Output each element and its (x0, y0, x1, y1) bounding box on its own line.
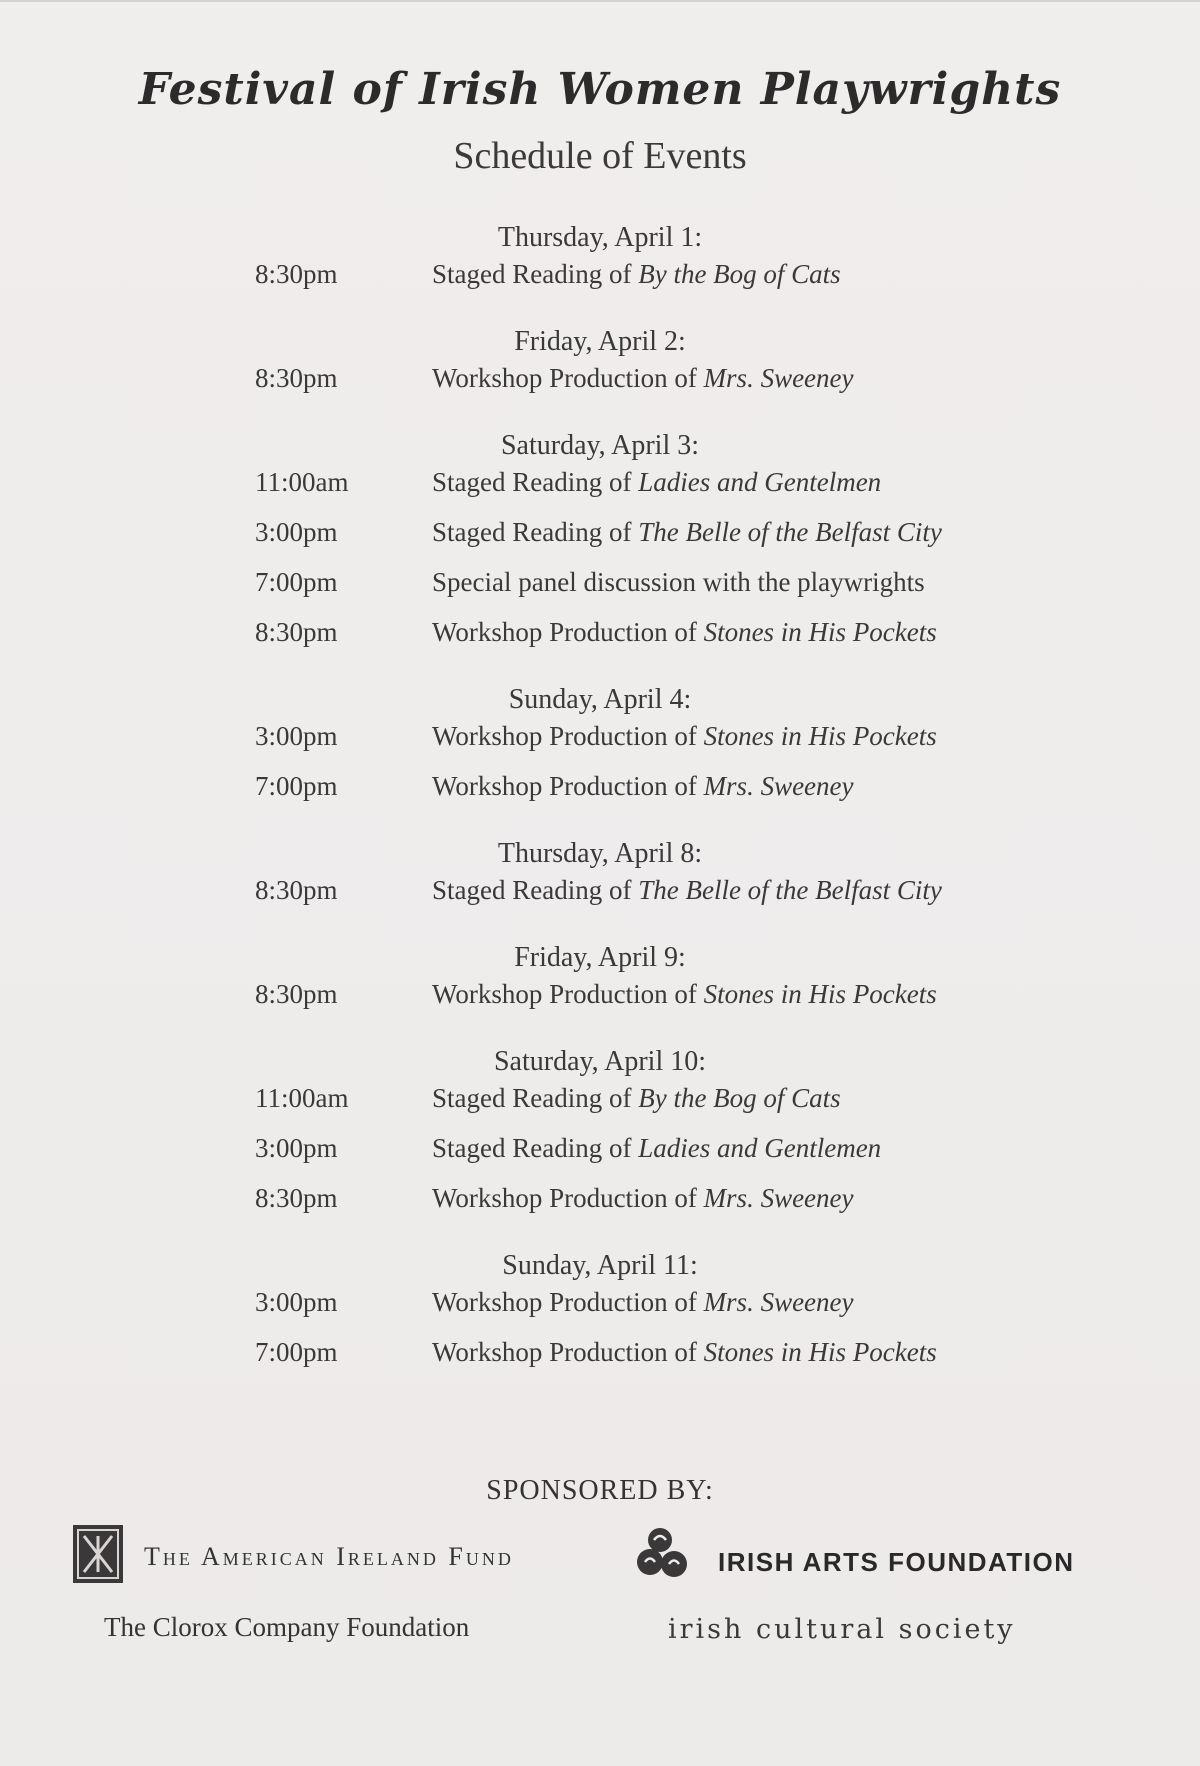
play-title: Mrs. Sweeney (703, 1287, 854, 1317)
play-title: Stones in His Pockets (703, 617, 937, 647)
event-row (0, 1180, 1200, 1230)
day-heading-label: Thursday, April 1: (497, 222, 703, 253)
event-row (0, 768, 1200, 818)
schedule-day (0, 1248, 1200, 1384)
play-title: Stones in His Pockets (703, 721, 937, 751)
event-type: Workshop Production of (432, 617, 704, 647)
event-row (0, 514, 1200, 564)
event-type: Workshop Production of (432, 771, 704, 801)
event-description (432, 1180, 1052, 1216)
clorox-foundation-name: The Clorox Company Foundation (104, 1612, 470, 1642)
day-heading (0, 940, 1200, 976)
event-time: 11:00am (255, 467, 349, 497)
event-type: Special panel discussion with the playwrights (432, 567, 925, 597)
play-title: Ladies and Gentelmen (638, 467, 882, 497)
event-row (0, 1284, 1200, 1334)
day-heading-label: Saturday, April 3: (500, 430, 700, 461)
event-type: Staged Reading of (432, 517, 639, 547)
event-time: 8:30pm (255, 617, 338, 647)
event-row (0, 464, 1200, 514)
event-time: 3:00pm (255, 1133, 338, 1163)
day-heading-label: Friday, April 9: (514, 942, 686, 973)
event-time: 8:30pm (255, 1183, 338, 1213)
day-heading (0, 324, 1200, 360)
play-title: Ladies and Gentlemen (638, 1133, 882, 1163)
play-title: Mrs. Sweeney (703, 771, 854, 801)
play-title: The Belle of the Belfast City (638, 517, 942, 547)
event-time: 7:00pm (255, 771, 338, 801)
event-time: 11:00am (255, 1083, 349, 1113)
event-type: Workshop Production of (432, 1287, 704, 1317)
day-heading-label: Thursday, April 8: (497, 838, 703, 869)
day-heading-label: Sunday, April 4: (508, 684, 692, 715)
event-row (0, 1334, 1200, 1384)
day-heading-label: Saturday, April 10: (493, 1046, 707, 1077)
event-description (432, 1080, 1052, 1116)
event-row (0, 718, 1200, 768)
irish-arts-foundation-logo-icon (636, 1524, 690, 1582)
event-row (0, 256, 1200, 306)
event-description (432, 1130, 1052, 1166)
irish-cultural-society-name: irish cultural society (668, 1614, 1016, 1645)
event-description (432, 1284, 1052, 1320)
event-description (432, 718, 1052, 754)
event-description (432, 872, 1052, 908)
schedule-day (0, 940, 1200, 1026)
event-type: Staged Reading of (432, 467, 639, 497)
schedule-day (0, 324, 1200, 410)
event-time: 7:00pm (255, 1337, 338, 1367)
event-description (432, 768, 1052, 804)
play-title: By the Bog of Cats (638, 1083, 841, 1113)
schedule-subtitle: Schedule of Events (453, 135, 747, 177)
event-description (432, 1334, 1052, 1370)
event-description (432, 614, 1052, 650)
schedule-day (0, 682, 1200, 818)
day-heading-label: Sunday, April 11: (502, 1250, 698, 1281)
play-title: Stones in His Pockets (703, 1337, 937, 1367)
play-title: The Belle of the Belfast City (638, 875, 942, 905)
schedule-day (0, 220, 1200, 306)
day-heading (0, 428, 1200, 464)
play-title: Mrs. Sweeney (703, 363, 854, 393)
event-time: 8:30pm (255, 875, 338, 905)
day-heading (0, 1248, 1200, 1284)
event-time: 3:00pm (255, 517, 338, 547)
day-heading (0, 836, 1200, 872)
day-heading-label: Friday, April 2: (514, 326, 686, 357)
irish-arts-foundation-name: IRISH ARTS FOUNDATION (718, 1547, 1075, 1577)
play-title: By the Bog of Cats (638, 259, 841, 289)
event-type: Workshop Production of (432, 1183, 704, 1213)
schedule-day (0, 836, 1200, 922)
festival-title: Festival of Irish Women Playwrights (138, 64, 1062, 115)
play-title: Stones in His Pockets (703, 979, 937, 1009)
event-row (0, 1080, 1200, 1130)
event-description (432, 564, 1052, 600)
event-row (0, 872, 1200, 922)
event-description (432, 464, 1052, 500)
schedule-list (0, 220, 1200, 1402)
american-ireland-fund-name: The American Ireland Fund (144, 1542, 514, 1571)
event-time: 3:00pm (255, 1287, 338, 1317)
event-type: Staged Reading of (432, 1083, 639, 1113)
event-row (0, 1130, 1200, 1180)
play-title: Mrs. Sweeney (703, 1183, 854, 1213)
american-ireland-fund-logo-icon (72, 1524, 124, 1584)
event-row (0, 564, 1200, 614)
event-time: 8:30pm (255, 259, 338, 289)
event-row (0, 614, 1200, 664)
event-description (432, 976, 1052, 1012)
schedule-day (0, 428, 1200, 664)
sponsored-by-heading: SPONSORED BY: (486, 1475, 714, 1506)
event-type: Workshop Production of (432, 1337, 704, 1367)
day-heading (0, 220, 1200, 256)
day-heading (0, 1044, 1200, 1080)
event-type: Staged Reading of (432, 259, 639, 289)
event-type: Staged Reading of (432, 875, 639, 905)
event-type: Staged Reading of (432, 1133, 639, 1163)
day-heading (0, 682, 1200, 718)
event-row (0, 360, 1200, 410)
event-type: Workshop Production of (432, 721, 704, 751)
event-time: 3:00pm (255, 721, 338, 751)
event-time: 8:30pm (255, 979, 338, 1009)
event-row (0, 976, 1200, 1026)
event-description (432, 514, 1052, 550)
event-description (432, 256, 1052, 292)
event-time: 8:30pm (255, 363, 338, 393)
event-description (432, 360, 1052, 396)
schedule-day (0, 1044, 1200, 1230)
event-type: Workshop Production of (432, 979, 704, 1009)
event-time: 7:00pm (255, 567, 338, 597)
event-type: Workshop Production of (432, 363, 704, 393)
